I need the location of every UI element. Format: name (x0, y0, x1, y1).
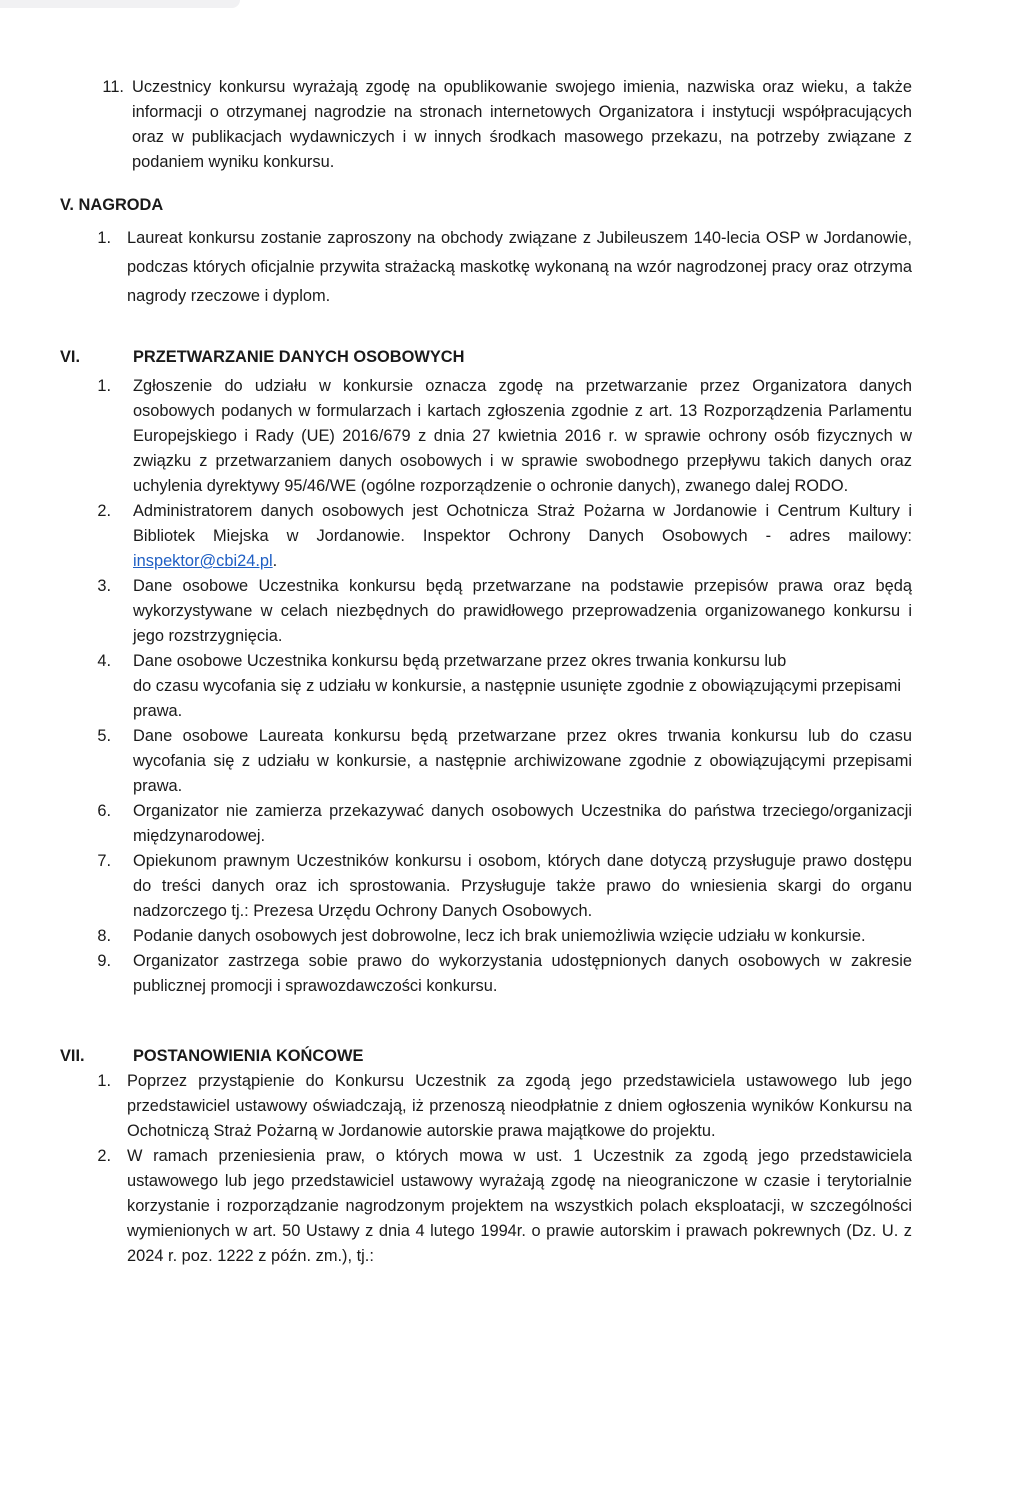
section-title: POSTANOWIENIA KOŃCOWE (133, 1047, 364, 1065)
item-number: 2. (97, 1147, 111, 1165)
item-number: 11. (102, 78, 124, 96)
item-number: 1. (97, 377, 111, 395)
list-item (60, 499, 912, 574)
item-text: Organizator nie zamierza przekazywać danych osobowych Uczestnika do państwa trzeciego/organizacji międzynarodowej. (133, 802, 912, 845)
list-item (60, 224, 912, 311)
item-number: 7. (97, 852, 111, 870)
item-text: Laureat konkursu zostanie zaproszony na obchody związane z Jubileuszem 140-lecia OSP w Jordanowie, podczas których oficjalnie przywita strażacką maskotkę wykonaną na wzór nagrodzonej pracy oraz otrzyma nagrody rzeczowe i dyplom. (127, 229, 912, 305)
item-text-main: Administratorem danych osobowych jest Ochotnicza Straż Pożarna w Jordanowie i Centrum Kultury i Bibliotek Miejska w Jordanowie. Inspektor Ochrony Danych Osobowych - adres mailowy: (133, 502, 912, 545)
item-text-after: . (272, 552, 278, 570)
section-roman: VII. (60, 1047, 85, 1065)
item-number: 1. (97, 229, 111, 247)
list-item (60, 799, 912, 849)
item-text: Zgłoszenie do udziału w konkursie oznacza zgodę na przetwarzanie przez Organizatora danych osobowych podanych w formularzach i kartach zgłoszenia zgodnie z art. 13 Rozporządzenia Parlamentu Europejskiego i Rady (UE) 2016/679 z dnia 27 kwietnia 2016 r. w sprawie ochrony osób fizycznych w związku z przetwarzaniem danych osobowych i w sprawie swobodnego przepływu takich danych oraz uchylenia dyrektywy 95/46/WE (ogólne rozporządzenie o ochronie danych), zwanego dalej RODO. (133, 377, 912, 495)
item-number: 8. (97, 927, 111, 945)
list-item (60, 1144, 912, 1269)
section-vii-list (60, 1069, 912, 1269)
section-title: V. NAGRODA (60, 196, 164, 214)
section-heading-v (60, 193, 912, 218)
item-text: Uczestnicy konkursu wyrażają zgodę na opublikowanie swojego imienia, nazwiska oraz wieku, a także informacji o otrzymanej nagrodzie na stronach internetowych Organizatora i instytucji współpracujących oraz w publikacjach wydawniczych i w innych środkach masowego przekazu, na potrzeby związane z podaniem wyniku konkursu. (132, 78, 912, 171)
item-text: Organizator zastrzega sobie prawo do wykorzystania udostępnionych danych osobowych w zakresie publicznej promocji i sprawozdawczości konkursu. (133, 952, 912, 995)
item-text-line-2: do czasu wycofania się z udziału w konkursie, a następnie usunięte zgodnie z obowiązującymi przepisami prawa. (133, 677, 902, 720)
list-item (60, 75, 912, 175)
section-heading-vi (60, 345, 912, 370)
list-item (60, 374, 912, 499)
item-number: 3. (97, 577, 111, 595)
section-roman: VI. (60, 348, 81, 366)
section-vi-list (60, 374, 912, 999)
item-text: Dane osobowe Uczestnika konkursu będą przetwarzane na podstawie przepisów prawa oraz będą wykorzystywane w celach niezbędnych do prawidłowego przeprowadzenia organizowanego konkursu i jego rozstrzygnięcia. (133, 577, 912, 645)
item-number: 5. (97, 727, 111, 745)
item-number: 9. (97, 952, 111, 970)
item-text: Poprzez przystąpienie do Konkursu Uczestnik za zgodą jego przedstawiciela ustawowego lub jego przedstawiciel ustawowy oświadczają, iż przenoszą nieodpłatnie z dniem ogłoszenia wyników Konkursu na Ochotniczą Straż Pożarną w Jordanowie autorskie prawa majątkowe do projektu. (127, 1072, 912, 1140)
list-item (60, 724, 912, 799)
list-item (60, 849, 912, 924)
document-body (60, 75, 912, 1269)
list-item (60, 649, 912, 724)
list-item (60, 574, 912, 649)
email-link[interactable]: inspektor@cbi24.pl (133, 552, 273, 570)
item-number: 4. (97, 652, 111, 670)
item-text-line-1: Dane osobowe Uczestnika konkursu będą przetwarzane przez okres trwania konkursu lub (133, 652, 787, 670)
item-number: 2. (97, 502, 111, 520)
section-title: PRZETWARZANIE DANYCH OSOBOWYCH (133, 348, 465, 366)
item-text: W ramach przeniesienia praw, o których mowa w ust. 1 Uczestnik za zgodą jego przedstawiciela ustawowego lub jego przedstawiciel ustawowy wyrażają zgodę na nieograniczone w czasie i terytorialnie korzystanie i rozporządzanie nagrodzonym projektem na wszystkich polach eksploatacji, w szczególności wymienionych w art. 50 Ustawy z dnia 4 lutego 1994r. o prawie autorskim i prawach pokrewnych (Dz. U. z 2024 r. poz. 1222 z późn. zm.), tj.: (127, 1147, 912, 1265)
item-number: 6. (97, 802, 111, 820)
item-number: 1. (97, 1072, 111, 1090)
list-item (60, 949, 912, 999)
item-text: Dane osobowe Laureata konkursu będą przetwarzane przez okres trwania konkursu lub do czasu wycofania się z udziału w konkursie, a następnie archiwizowane zgodnie z obowiązującymi przepisami prawa. (133, 727, 912, 795)
list-item (60, 1069, 912, 1144)
item-text: Podanie danych osobowych jest dobrowolne, lecz ich brak uniemożliwia wzięcie udziału w konkursie. (133, 927, 866, 945)
item-text (133, 499, 912, 574)
list-item (60, 924, 912, 949)
section-heading-vii (60, 1044, 912, 1069)
item-text: Opiekunom prawnym Uczestników konkursu i osobom, których dane dotyczą przysługuje prawo dostępu do treści danych oraz ich sprostowania. Przysługuje także prawo do wniesienia skargi do organu nadzorczego tj.: Prezesa Urzędu Ochrony Danych Osobowych. (133, 852, 912, 920)
item-text (133, 649, 912, 724)
top-edge-bar (0, 0, 240, 8)
